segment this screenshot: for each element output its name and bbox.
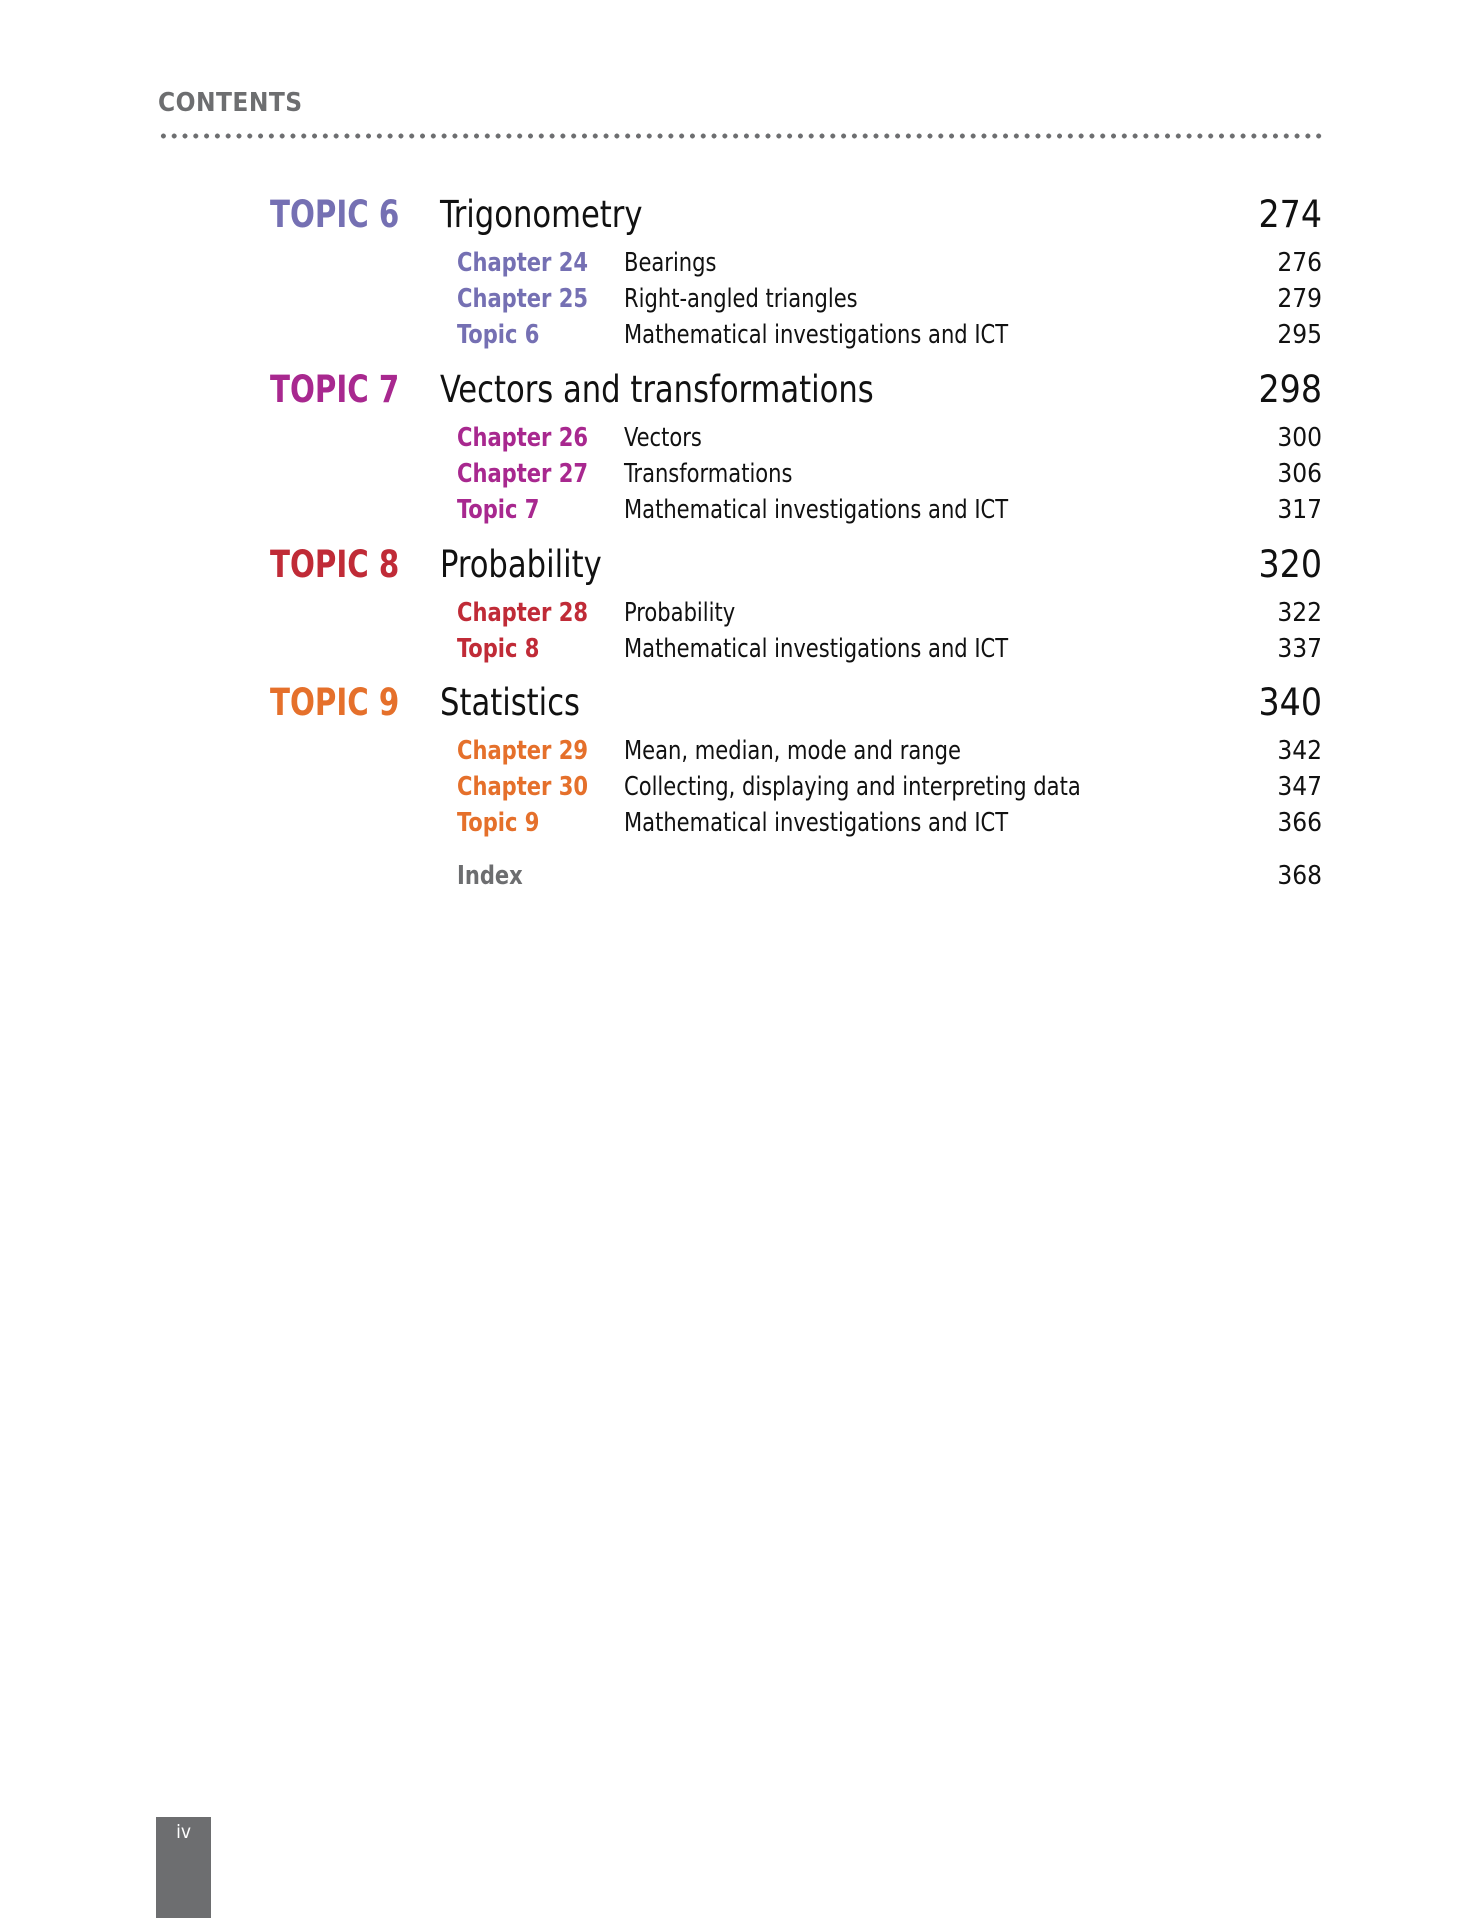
topic-title: Probability [440,543,602,586]
topic-page: 298 [1258,368,1322,411]
entry-label: Chapter 26 [457,423,589,453]
entry-page: 366 [1277,808,1322,838]
topic-8-row[interactable] [0,543,1468,587]
entry-title: Bearings [624,248,717,278]
page-heading: CONTENTS [158,88,303,118]
entry-page: 337 [1277,634,1322,664]
index-page: 368 [1277,861,1322,891]
entry-title: Collecting, displaying and interpreting data [624,772,1081,802]
entry-label: Chapter 27 [457,459,589,489]
topic-title: Trigonometry [440,193,643,236]
topic-page: 340 [1258,681,1322,724]
toc-entry[interactable] [0,769,1468,805]
entry-page: 300 [1277,423,1322,453]
topic-9-row[interactable] [0,681,1468,725]
entry-title: Probability [624,598,736,628]
entry-label: Chapter 25 [457,284,589,314]
index-label: Index [457,861,523,891]
entry-label: Chapter 28 [457,598,589,628]
topic-title: Statistics [440,681,580,724]
entry-label: Chapter 24 [457,248,589,278]
toc-entry[interactable] [0,492,1468,528]
entry-label: Chapter 30 [457,772,589,802]
topic-label: TOPIC 6 [270,193,400,236]
entry-title: Mathematical investigations and ICT [624,495,1009,525]
entry-label: Topic 9 [457,808,540,838]
entry-page: 342 [1277,736,1322,766]
page-number-tab: iv [156,1817,211,1918]
toc-entry[interactable] [0,631,1468,667]
toc-entry[interactable] [0,733,1468,769]
dotted-divider [158,133,1322,139]
toc-entry[interactable] [0,281,1468,317]
topic-label: TOPIC 8 [270,543,400,586]
entry-page: 295 [1277,320,1322,350]
entry-page: 347 [1277,772,1322,802]
topic-label: TOPIC 9 [270,681,400,724]
entry-label: Chapter 29 [457,736,589,766]
topic-title: Vectors and transformations [440,368,874,411]
toc-entry[interactable] [0,420,1468,456]
index-entry[interactable] [0,858,1468,894]
topic-page: 320 [1258,543,1322,586]
toc-entry[interactable] [0,456,1468,492]
toc-entry[interactable] [0,805,1468,841]
topic-page: 274 [1258,193,1322,236]
entry-label: Topic 6 [457,320,540,350]
entry-label: Topic 7 [457,495,540,525]
entry-page: 322 [1277,598,1322,628]
toc-entry[interactable] [0,595,1468,631]
entry-page: 276 [1277,248,1322,278]
entry-title: Right-angled triangles [624,284,858,314]
entry-title: Vectors [624,423,702,453]
entry-page: 306 [1277,459,1322,489]
entry-title: Mathematical investigations and ICT [624,808,1009,838]
entry-label: Topic 8 [457,634,540,664]
entry-title: Transformations [624,459,793,489]
toc-entry[interactable] [0,245,1468,281]
topic-label: TOPIC 7 [270,368,400,411]
topic-7-row[interactable] [0,368,1468,412]
topic-6-row[interactable] [0,193,1468,237]
entry-title: Mean, median, mode and range [624,736,961,766]
entry-page: 317 [1277,495,1322,525]
toc-entry[interactable] [0,317,1468,353]
entry-title: Mathematical investigations and ICT [624,320,1009,350]
entry-title: Mathematical investigations and ICT [624,634,1009,664]
entry-page: 279 [1277,284,1322,314]
